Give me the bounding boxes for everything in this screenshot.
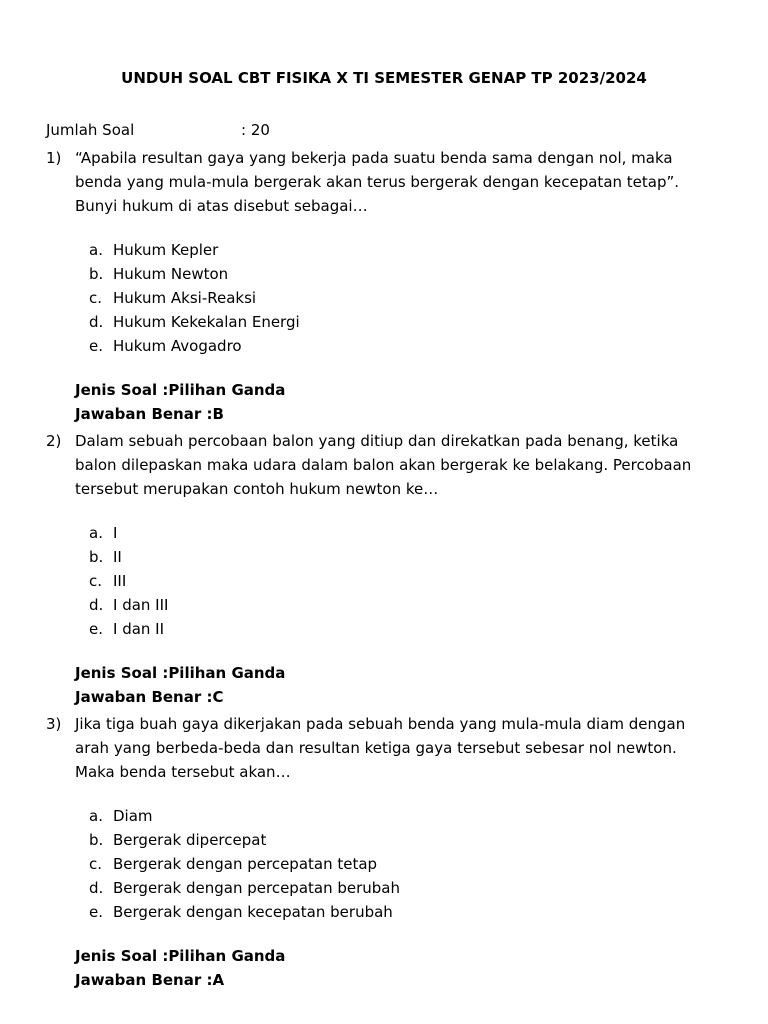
option-letter: a. (89, 524, 103, 542)
option-e (89, 617, 698, 641)
option-list (75, 238, 698, 358)
question-count-label: Jumlah Soal (46, 121, 135, 139)
question-number: 2) (46, 432, 62, 450)
option-letter: c. (89, 572, 103, 590)
option-letter: e. (89, 903, 103, 921)
option-text: I dan II (113, 620, 165, 638)
question-text: Dalam sebuah percobaan balon yang ditiup dan direkatkan pada benang, ketika balon dilepaskan maka udara dalam balon akan bergerak ke belakang. Percobaan tersebut merupakan contoh hukum newton ke… (75, 432, 692, 498)
option-letter: d. (89, 596, 104, 614)
question-2 (46, 429, 698, 709)
option-e (89, 334, 698, 358)
option-letter: b. (89, 831, 104, 849)
option-d (89, 876, 698, 900)
option-text: Hukum Newton (113, 265, 229, 283)
correct-answer: Jawaban Benar :A (75, 971, 225, 989)
document-title: UNDUH SOAL CBT FISIKA X TI SEMESTER GENAP TP 2023/2024 (121, 69, 647, 87)
question-count-row (46, 118, 698, 142)
option-letter: e. (89, 337, 103, 355)
option-a (89, 804, 698, 828)
option-list (75, 804, 698, 924)
option-letter: b. (89, 548, 104, 566)
option-text: Diam (113, 807, 153, 825)
option-b (89, 828, 698, 852)
question-number: 3) (46, 715, 62, 733)
question-type: Jenis Soal :Pilihan Ganda (75, 664, 286, 682)
question-1 (46, 146, 698, 426)
option-text: Hukum Kekekalan Energi (113, 313, 300, 331)
option-letter: c. (89, 289, 103, 307)
option-letter: e. (89, 620, 103, 638)
question-text: “Apabila resultan gaya yang bekerja pada suatu benda sama dengan nol, maka benda yang mula-mula bergerak akan terus bergerak dengan kecepatan tetap”. Bunyi hukum di atas disebut sebagai… (75, 149, 680, 215)
option-letter: b. (89, 265, 104, 283)
option-letter: a. (89, 241, 103, 259)
option-letter: a. (89, 807, 103, 825)
option-text: Bergerak dengan percepatan berubah (113, 879, 400, 897)
option-b (89, 262, 698, 286)
option-c (89, 852, 698, 876)
question-count-value: : 20 (241, 121, 270, 139)
option-b (89, 545, 698, 569)
option-e (89, 900, 698, 924)
option-text: Bergerak dipercepat (113, 831, 267, 849)
option-text: Bergerak dengan kecepatan berubah (113, 903, 393, 921)
option-text: Hukum Kepler (113, 241, 219, 259)
option-letter: c. (89, 855, 103, 873)
option-text: Hukum Avogadro (113, 337, 242, 355)
question-text: Jika tiga buah gaya dikerjakan pada sebuah benda yang mula-mula diam dengan arah yang berbeda-beda dan resultan ketiga gaya tersebut sebesar nol newton. Maka benda tersebut akan… (75, 715, 686, 781)
option-text: Bergerak dengan percepatan tetap (113, 855, 378, 873)
option-text: I (113, 524, 118, 542)
option-text: II (113, 548, 122, 566)
option-c (89, 286, 698, 310)
option-text: III (113, 572, 127, 590)
option-text: Hukum Aksi-Reaksi (113, 289, 257, 307)
option-letter: d. (89, 879, 104, 897)
option-letter: d. (89, 313, 104, 331)
question-type: Jenis Soal :Pilihan Ganda (75, 381, 286, 399)
option-list (75, 521, 698, 641)
option-a (89, 521, 698, 545)
correct-answer: Jawaban Benar :C (75, 688, 224, 706)
correct-answer: Jawaban Benar :B (75, 405, 224, 423)
option-d (89, 593, 698, 617)
option-c (89, 569, 698, 593)
question-type: Jenis Soal :Pilihan Ganda (75, 947, 286, 965)
option-a (89, 238, 698, 262)
option-text: I dan III (113, 596, 169, 614)
question-number: 1) (46, 149, 62, 167)
option-d (89, 310, 698, 334)
question-3 (46, 712, 698, 992)
